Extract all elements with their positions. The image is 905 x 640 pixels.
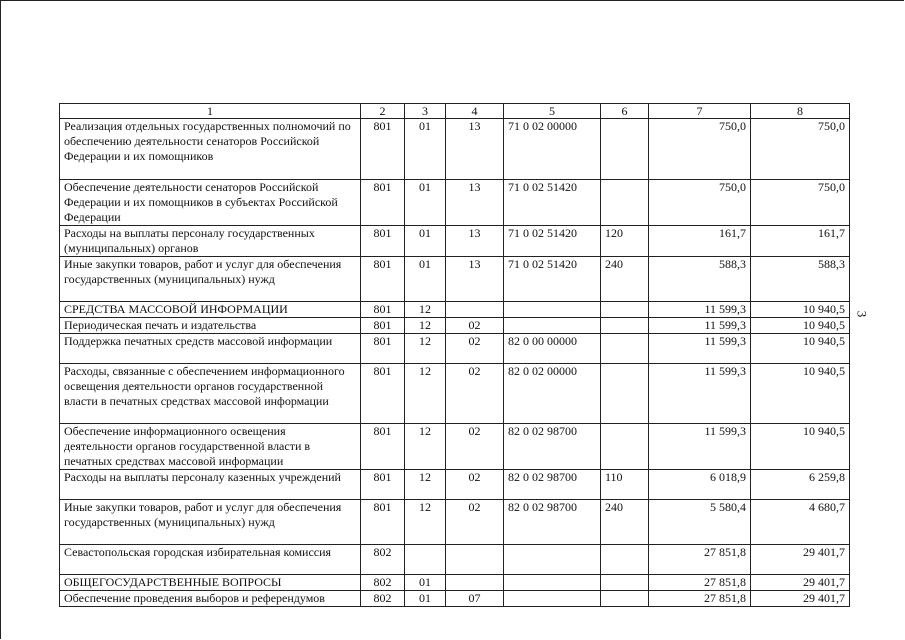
row-vr-cell: 240 (601, 257, 649, 302)
table-row (60, 334, 850, 364)
row-sum1-cell: 11 599,3 (649, 318, 751, 334)
row-sum1-cell: 11 599,3 (649, 364, 751, 424)
row-csr-cell: 82 0 00 00000 (504, 334, 601, 364)
header-cell: 4 (446, 104, 504, 119)
row-csr-cell (504, 318, 601, 334)
row-pr-cell: 02 (446, 364, 504, 424)
row-csr-cell (504, 545, 601, 575)
row-sum2-cell: 4 680,7 (751, 500, 850, 545)
row-ved-cell: 801 (361, 119, 405, 180)
row-sum2-cell: 29 401,7 (751, 545, 850, 575)
row-rz-cell: 01 (405, 575, 446, 591)
row-vr-cell (601, 334, 649, 364)
row-name-cell: Иные закупки товаров, работ и услуг для обеспечения государственных (муниципальных) нужд (60, 500, 361, 545)
table-row (60, 226, 850, 257)
row-vr-cell (601, 424, 649, 470)
row-ved-cell: 801 (361, 302, 405, 318)
row-sum2-cell: 161,7 (751, 226, 850, 257)
row-name-cell: Реализация отдельных государственных полномочий по обеспечению деятельности сенаторов Российской Федерации и их помощников (60, 119, 361, 180)
row-pr-cell: 13 (446, 180, 504, 226)
row-vr-cell (601, 302, 649, 318)
row-rz-cell: 01 (405, 226, 446, 257)
row-pr-cell: 02 (446, 470, 504, 500)
row-sum1-cell: 27 851,8 (649, 591, 751, 607)
row-pr-cell: 02 (446, 500, 504, 545)
row-csr-cell: 71 0 02 00000 (504, 119, 601, 180)
row-name-cell: Обеспечение информационного освещения деятельности органов государственной власти в печатных средствах массовой информации (60, 424, 361, 470)
row-csr-cell: 82 0 02 98700 (504, 500, 601, 545)
row-name-cell: ОБЩЕГОСУДАРСТВЕННЫЕ ВОПРОСЫ (60, 575, 361, 591)
row-vr-cell (601, 575, 649, 591)
row-sum1-cell: 27 851,8 (649, 575, 751, 591)
row-rz-cell: 12 (405, 318, 446, 334)
table-row (60, 424, 850, 470)
row-vr-cell (601, 591, 649, 607)
row-name-cell: Поддержка печатных средств массовой информации (60, 334, 361, 364)
row-sum1-cell: 750,0 (649, 180, 751, 226)
row-vr-cell (601, 364, 649, 424)
row-csr-cell: 82 0 02 98700 (504, 470, 601, 500)
row-name-cell: Расходы на выплаты персоналу государственных (муниципальных) органов (60, 226, 361, 257)
row-vr-cell (601, 180, 649, 226)
table-row (60, 500, 850, 545)
row-sum2-cell: 10 940,5 (751, 364, 850, 424)
row-csr-cell (504, 591, 601, 607)
row-ved-cell: 801 (361, 424, 405, 470)
row-sum1-cell: 750,0 (649, 119, 751, 180)
row-vr-cell: 110 (601, 470, 649, 500)
row-csr-cell: 71 0 02 51420 (504, 257, 601, 302)
table-row (60, 575, 850, 591)
budget-table (59, 103, 850, 607)
row-sum2-cell: 750,0 (751, 180, 850, 226)
row-rz-cell: 01 (405, 257, 446, 302)
header-cell: 2 (361, 104, 405, 119)
row-pr-cell (446, 575, 504, 591)
row-sum2-cell: 588,3 (751, 257, 850, 302)
table-row (60, 302, 850, 318)
page-number: 3 (854, 310, 870, 318)
row-sum1-cell: 588,3 (649, 257, 751, 302)
table-row (60, 545, 850, 575)
row-ved-cell: 801 (361, 318, 405, 334)
row-sum2-cell: 6 259,8 (751, 470, 850, 500)
table-body (60, 104, 850, 607)
row-sum1-cell: 5 580,4 (649, 500, 751, 545)
row-name-cell: Периодическая печать и издательства (60, 318, 361, 334)
row-rz-cell: 12 (405, 424, 446, 470)
header-cell: 6 (601, 104, 649, 119)
row-pr-cell: 13 (446, 226, 504, 257)
header-cell: 8 (751, 104, 850, 119)
row-csr-cell: 71 0 02 51420 (504, 226, 601, 257)
row-csr-cell: 82 0 02 00000 (504, 364, 601, 424)
table-row (60, 591, 850, 607)
row-ved-cell: 801 (361, 500, 405, 545)
row-pr-cell: 02 (446, 318, 504, 334)
row-ved-cell: 801 (361, 257, 405, 302)
row-sum1-cell: 27 851,8 (649, 545, 751, 575)
table-row (60, 364, 850, 424)
header-row (60, 104, 850, 119)
row-csr-cell (504, 302, 601, 318)
row-pr-cell: 02 (446, 424, 504, 470)
row-sum2-cell: 10 940,5 (751, 318, 850, 334)
row-rz-cell: 12 (405, 334, 446, 364)
row-name-cell: Обеспечение деятельности сенаторов Российской Федерации и их помощников в субъектах Российской Федерации (60, 180, 361, 226)
row-rz-cell: 12 (405, 470, 446, 500)
table-row (60, 318, 850, 334)
row-ved-cell: 801 (361, 180, 405, 226)
row-ved-cell: 801 (361, 470, 405, 500)
header-cell: 5 (504, 104, 601, 119)
row-pr-cell (446, 302, 504, 318)
row-vr-cell (601, 119, 649, 180)
row-sum1-cell: 11 599,3 (649, 302, 751, 318)
row-rz-cell: 01 (405, 591, 446, 607)
row-name-cell: Обеспечение проведения выборов и референдумов (60, 591, 361, 607)
row-name-cell: Севастопольская городская избирательная комиссия (60, 545, 361, 575)
row-csr-cell: 82 0 02 98700 (504, 424, 601, 470)
row-pr-cell (446, 545, 504, 575)
row-name-cell: СРЕДСТВА МАССОВОЙ ИНФОРМАЦИИ (60, 302, 361, 318)
header-cell: 3 (405, 104, 446, 119)
row-name-cell: Расходы на выплаты персоналу казенных учреждений (60, 470, 361, 500)
row-name-cell: Расходы, связанные с обеспечением информационного освещения деятельности органов государственной власти в печатных средствах массовой информации (60, 364, 361, 424)
row-sum2-cell: 750,0 (751, 119, 850, 180)
row-sum2-cell: 10 940,5 (751, 424, 850, 470)
row-rz-cell: 12 (405, 500, 446, 545)
row-name-cell: Иные закупки товаров, работ и услуг для обеспечения государственных (муниципальных) нужд (60, 257, 361, 302)
row-pr-cell: 02 (446, 334, 504, 364)
table-row (60, 470, 850, 500)
header-cell: 1 (60, 104, 361, 119)
row-pr-cell: 13 (446, 257, 504, 302)
row-sum1-cell: 6 018,9 (649, 470, 751, 500)
row-sum2-cell: 10 940,5 (751, 334, 850, 364)
row-csr-cell: 71 0 02 51420 (504, 180, 601, 226)
row-vr-cell: 120 (601, 226, 649, 257)
row-sum1-cell: 11 599,3 (649, 334, 751, 364)
table-row (60, 119, 850, 180)
row-pr-cell: 13 (446, 119, 504, 180)
row-ved-cell: 802 (361, 575, 405, 591)
row-sum1-cell: 161,7 (649, 226, 751, 257)
row-ved-cell: 802 (361, 545, 405, 575)
table-row (60, 257, 850, 302)
row-rz-cell: 01 (405, 180, 446, 226)
table-row (60, 180, 850, 226)
row-rz-cell (405, 545, 446, 575)
row-sum1-cell: 11 599,3 (649, 424, 751, 470)
row-sum2-cell: 10 940,5 (751, 302, 850, 318)
row-vr-cell (601, 545, 649, 575)
row-rz-cell: 12 (405, 302, 446, 318)
row-ved-cell: 801 (361, 226, 405, 257)
row-csr-cell (504, 575, 601, 591)
row-ved-cell: 801 (361, 364, 405, 424)
row-rz-cell: 01 (405, 119, 446, 180)
row-sum2-cell: 29 401,7 (751, 575, 850, 591)
header-cell: 7 (649, 104, 751, 119)
row-ved-cell: 802 (361, 591, 405, 607)
row-ved-cell: 801 (361, 334, 405, 364)
row-vr-cell: 240 (601, 500, 649, 545)
row-vr-cell (601, 318, 649, 334)
row-rz-cell: 12 (405, 364, 446, 424)
row-sum2-cell: 29 401,7 (751, 591, 850, 607)
row-pr-cell: 07 (446, 591, 504, 607)
